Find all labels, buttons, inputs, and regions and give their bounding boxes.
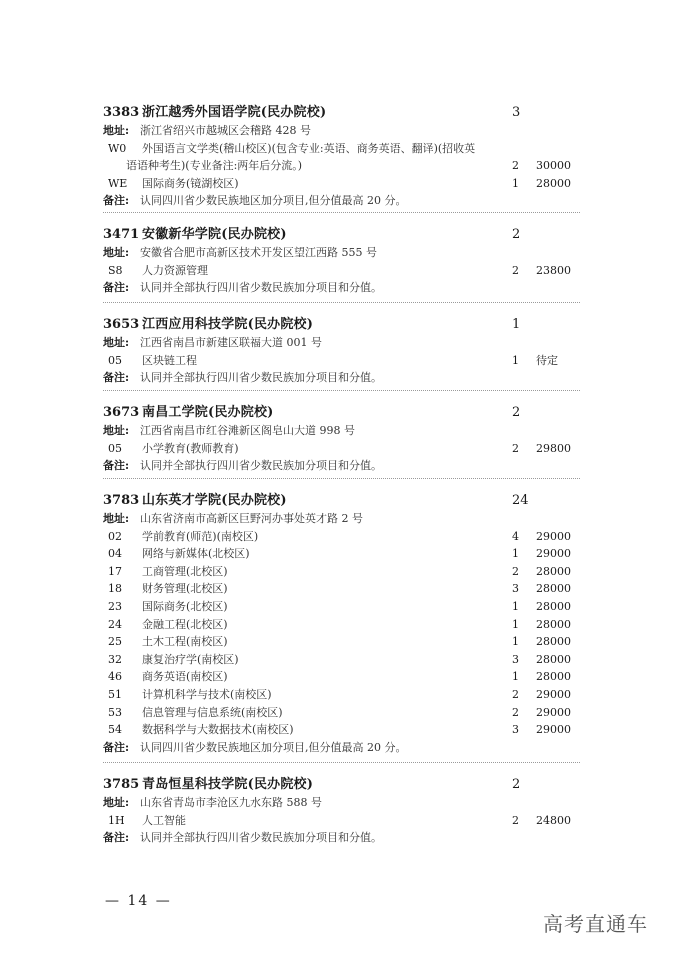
major-count: 1 [512, 353, 519, 367]
school-remark [0, 192, 680, 210]
address-value: 江西省南昌市新建区联福大道 001 号 [140, 336, 322, 349]
school-code: 3785 [103, 777, 140, 792]
major-count: 1 [512, 635, 519, 649]
school-remark [0, 739, 680, 757]
school-code: 3653 [103, 317, 140, 332]
major-count: 1 [512, 617, 519, 631]
school-code: 3383 [103, 105, 140, 120]
major-fee: 28000 [536, 670, 571, 684]
major-fee: 29000 [536, 723, 571, 737]
school-quota: 2 [512, 227, 521, 242]
school-address [0, 422, 680, 440]
major-row [0, 545, 680, 563]
major-name: 金融工程(北校区) [142, 617, 228, 631]
major-name: 商务英语(南校区) [142, 670, 228, 684]
address-value: 山东省济南市高新区巨野河办事处英才路 2 号 [140, 512, 363, 525]
major-fee: 28000 [536, 617, 571, 631]
section-divider [103, 212, 580, 213]
major-name: 康复治疗学(南校区) [142, 652, 239, 666]
school-remark [0, 829, 680, 847]
address-value: 山东省青岛市李沧区九水东路 588 号 [140, 796, 322, 809]
school-header [0, 316, 680, 334]
major-code: 17 [108, 564, 122, 578]
major-row [0, 633, 680, 651]
major-fee: 28000 [536, 564, 571, 578]
major-row [0, 598, 680, 616]
major-code: 54 [108, 723, 122, 737]
major-row [0, 262, 680, 280]
remark-label: 备注: [103, 459, 130, 473]
section-divider [103, 478, 580, 479]
major-name: 信息管理与信息系统(南校区) [142, 705, 283, 719]
school-code: 3783 [103, 493, 140, 508]
school-quota: 24 [512, 493, 529, 508]
address-label: 地址: [103, 246, 130, 259]
major-name: 国际商务(北校区) [142, 600, 228, 613]
major-fee: 28000 [536, 582, 571, 596]
major-fee: 28000 [536, 176, 571, 190]
major-name: 工商管理(北校区) [142, 564, 228, 578]
major-name: 学前教育(师范)(南校区) [142, 529, 259, 543]
major-row [0, 563, 680, 581]
major-code: S8 [108, 263, 123, 277]
major-code: 18 [108, 582, 122, 596]
major-count: 4 [512, 529, 519, 543]
major-fee: 29000 [536, 705, 571, 719]
section-divider [103, 390, 580, 391]
remark-value: 认同并全部执行四川省少数民族加分项目和分值。 [140, 281, 382, 295]
major-code: 05 [108, 353, 122, 367]
major-row [0, 157, 680, 175]
major-code: 25 [108, 635, 122, 649]
section-divider [103, 302, 580, 303]
major-count: 1 [512, 600, 519, 613]
major-code: WE [108, 176, 128, 190]
major-name: 小学教育(教师教育) [142, 441, 239, 455]
major-row [0, 528, 680, 546]
remark-value: 认同四川省少数民族地区加分项目,但分值最高 20 分。 [140, 740, 407, 754]
watermark: 高考直通车 [543, 912, 648, 936]
major-count: 2 [512, 441, 519, 455]
major-fee: 28000 [536, 600, 571, 613]
school-name: 江西应用科技学院(民办院校) [142, 317, 314, 332]
major-name: 区块链工程 [142, 353, 197, 367]
major-fee: 24800 [536, 813, 571, 827]
major-row [0, 812, 680, 830]
school-address [0, 244, 680, 262]
address-label: 地址: [103, 336, 130, 349]
major-code: 05 [108, 441, 122, 455]
school-quota: 2 [512, 405, 521, 420]
school-address [0, 510, 680, 528]
major-name: 财务管理(北校区) [142, 582, 228, 596]
major-fee: 29800 [536, 441, 571, 455]
major-fee: 29000 [536, 529, 571, 543]
major-fee: 28000 [536, 635, 571, 649]
major-count: 2 [512, 159, 519, 173]
school-quota: 1 [512, 317, 521, 332]
major-count: 2 [512, 263, 519, 277]
major-code: 24 [108, 617, 122, 631]
school-quota: 3 [512, 105, 521, 120]
major-count: 2 [512, 705, 519, 719]
major-name: 计算机科学与技术(南校区) [142, 688, 272, 701]
remark-label: 备注: [103, 371, 130, 385]
major-code: 46 [108, 670, 122, 684]
page-number: — 14 — [105, 893, 172, 909]
major-name: 人工智能 [142, 813, 186, 827]
major-name: 人力资源管理 [142, 263, 208, 277]
address-value: 浙江省绍兴市越城区会稽路 428 号 [140, 124, 311, 137]
major-fee: 29000 [536, 688, 571, 701]
major-fee: 待定 [536, 353, 558, 367]
school-address [0, 122, 680, 140]
major-row [0, 175, 680, 193]
school-name: 南昌工学院(民办院校) [142, 405, 274, 420]
address-label: 地址: [103, 424, 130, 437]
major-row [0, 721, 680, 739]
major-row [0, 651, 680, 669]
school-name: 青岛恒星科技学院(民办院校) [142, 777, 314, 792]
school-address [0, 794, 680, 812]
school-code: 3673 [103, 405, 140, 420]
major-row [0, 668, 680, 686]
major-code: 32 [108, 652, 122, 666]
remark-value: 认同并全部执行四川省少数民族加分项目和分值。 [140, 459, 382, 473]
major-code: 23 [108, 600, 122, 613]
major-row [0, 704, 680, 722]
major-name-continued: 语语种考生)(专业备注:两年后分流。) [126, 159, 303, 173]
major-count: 1 [512, 547, 519, 561]
major-row [0, 352, 680, 370]
remark-label: 备注: [103, 831, 130, 845]
school-remark [0, 457, 680, 475]
major-row [0, 440, 680, 458]
major-fee: 29000 [536, 547, 571, 561]
school-quota: 2 [512, 777, 521, 792]
remark-label: 备注: [103, 281, 130, 295]
school-header [0, 404, 680, 422]
major-fee: 28000 [536, 652, 571, 666]
major-count: 1 [512, 176, 519, 190]
major-count: 3 [512, 723, 519, 737]
address-value: 江西省南昌市红谷滩新区阁皂山大道 998 号 [140, 424, 355, 437]
school-code: 3471 [103, 227, 140, 242]
remark-label: 备注: [103, 194, 130, 208]
school-header [0, 104, 680, 122]
school-header [0, 492, 680, 510]
major-name: 外国语言文学类(稽山校区)(包含专业:英语、商务英语、翻译)(招收英 [142, 141, 476, 155]
school-name: 安徽新华学院(民办院校) [142, 227, 287, 242]
major-name: 土木工程(南校区) [142, 635, 228, 649]
major-count: 2 [512, 813, 519, 827]
remark-label: 备注: [103, 740, 130, 754]
school-name: 山东英才学院(民办院校) [142, 493, 287, 508]
major-count: 3 [512, 652, 519, 666]
address-label: 地址: [103, 124, 130, 137]
major-count: 2 [512, 688, 519, 701]
major-code: 02 [108, 529, 122, 543]
major-count: 3 [512, 582, 519, 596]
school-remark [0, 279, 680, 297]
major-code: 51 [108, 688, 122, 701]
major-fee: 23800 [536, 263, 571, 277]
address-label: 地址: [103, 512, 130, 525]
major-code: W0 [108, 141, 127, 155]
major-row [0, 140, 680, 158]
major-row [0, 580, 680, 598]
school-address [0, 334, 680, 352]
section-divider [103, 762, 580, 763]
major-code: 53 [108, 705, 122, 719]
major-row [0, 686, 680, 704]
major-name: 国际商务(镜湖校区) [142, 176, 239, 190]
remark-value: 认同并全部执行四川省少数民族加分项目和分值。 [140, 831, 382, 845]
major-name: 网络与新媒体(北校区) [142, 547, 250, 561]
school-remark [0, 369, 680, 387]
major-fee: 30000 [536, 159, 571, 173]
major-code: 04 [108, 547, 122, 561]
remark-value: 认同四川省少数民族地区加分项目,但分值最高 20 分。 [140, 194, 407, 208]
major-count: 2 [512, 564, 519, 578]
address-label: 地址: [103, 796, 130, 809]
remark-value: 认同并全部执行四川省少数民族加分项目和分值。 [140, 371, 382, 385]
school-name: 浙江越秀外国语学院(民办院校) [142, 105, 327, 120]
address-value: 安徽省合肥市高新区技术开发区望江西路 555 号 [140, 246, 377, 259]
major-count: 1 [512, 670, 519, 684]
school-header [0, 226, 680, 244]
major-name: 数据科学与大数据技术(南校区) [142, 723, 294, 737]
school-header [0, 776, 680, 794]
major-row [0, 616, 680, 634]
major-code: 1H [108, 813, 125, 827]
